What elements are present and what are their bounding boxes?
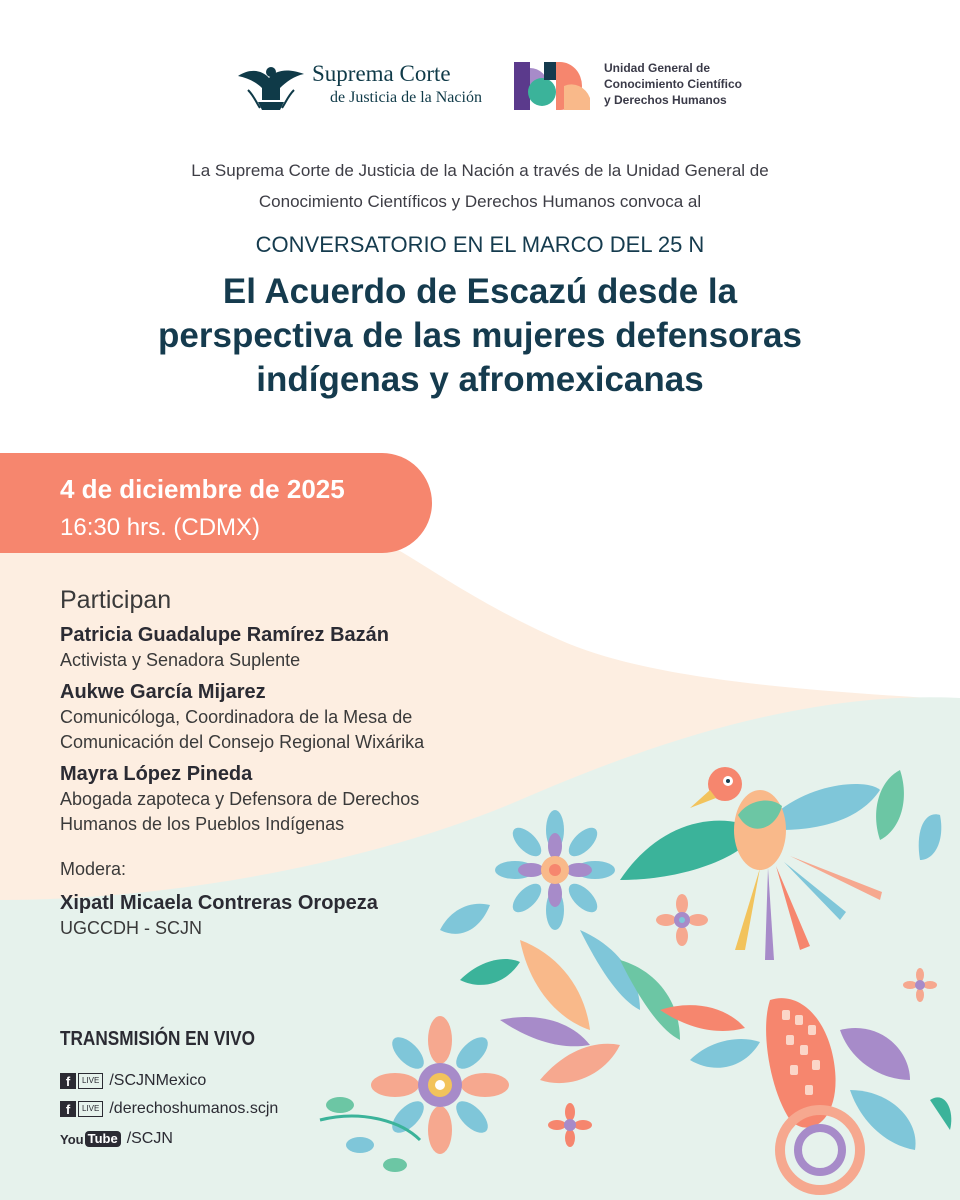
title-line2: perspectiva de las mujeres defensoras <box>158 316 802 355</box>
ugccdh-logo-text <box>604 60 742 108</box>
participants-label: Participan <box>60 586 172 614</box>
youtube-icon <box>60 1131 121 1147</box>
youtube-handle[interactable]: /SCJN <box>126 1130 173 1147</box>
facebook-handle[interactable]: /derechoshumanos.scjn <box>109 1100 279 1117</box>
intro-line2: Conocimiento Científicos y Derechos Humanos convoca al <box>258 192 702 211</box>
facebook-live-icon <box>60 1073 103 1089</box>
facebook-live-icon <box>60 1101 103 1117</box>
facebook-link-scjn[interactable] <box>60 1070 206 1092</box>
event-time: 16:30 hrs. (CDMX) <box>60 514 261 541</box>
participant-name: Aukwe García Mijarez <box>60 681 266 703</box>
participant-role: Activista y Senadora Suplente <box>60 650 301 670</box>
scjn-name-line1: Suprema Corte <box>312 61 451 86</box>
title-line3: indígenas y afromexicanas <box>256 360 704 399</box>
participant-role: Abogada zapoteca y Defensora de Derechos <box>60 789 420 809</box>
event-title <box>80 270 880 402</box>
facebook-link-derechoshumanos[interactable] <box>60 1098 278 1120</box>
participant-name: Mayra López Pineda <box>60 763 253 785</box>
intro-line1: La Suprema Corte de Justicia de la Nación a través de la Unidad General de <box>191 161 769 180</box>
event-kicker: CONVERSATORIO EN EL MARCO DEL 25 N <box>255 232 705 257</box>
live-tag: LIVE <box>78 1073 103 1089</box>
participant-role: Humanos de los Pueblos Indígenas <box>60 814 345 834</box>
facebook-icon: f <box>60 1073 76 1089</box>
live-tag: LIVE <box>78 1101 103 1117</box>
event-date: 4 de diciembre de 2025 <box>60 474 345 504</box>
title-line1: El Acuerdo de Escazú desde la <box>222 272 738 311</box>
ug-name-line1: Unidad General de <box>604 61 711 75</box>
participant-name: Patricia Guadalupe Ramírez Bazán <box>60 624 390 646</box>
moderator-label: Modera: <box>60 859 127 879</box>
streaming-title: TRANSMISIÓN EN VIVO <box>60 1028 255 1050</box>
facebook-icon: f <box>60 1101 76 1117</box>
youtube-tube: Tube <box>85 1131 121 1147</box>
moderator-role: UGCCDH - SCJN <box>60 918 202 938</box>
participants-section <box>60 584 580 941</box>
ug-name-line3: y Derechos Humanos <box>604 93 727 107</box>
facebook-handle[interactable]: /SCJNMexico <box>109 1072 207 1089</box>
ugccdh-logo-icon <box>514 62 594 110</box>
participant-role: Comunicación del Consejo Regional Wixárika <box>60 732 425 752</box>
scjn-logo-text <box>312 60 482 108</box>
scjn-name-line2: de Justicia de la Nación <box>330 89 482 106</box>
youtube-link-scjn[interactable] <box>60 1128 173 1150</box>
participant-role: Comunicóloga, Coordinadora de la Mesa de <box>60 707 413 727</box>
ug-name-line2: Conocimiento Científico <box>604 77 742 91</box>
intro-text <box>90 155 870 217</box>
youtube-you: You <box>60 1131 84 1147</box>
eagle-emblem-icon <box>236 60 306 112</box>
header-logos <box>0 58 960 118</box>
moderator-name: Xipatl Micaela Contreras Oropeza <box>60 892 378 914</box>
